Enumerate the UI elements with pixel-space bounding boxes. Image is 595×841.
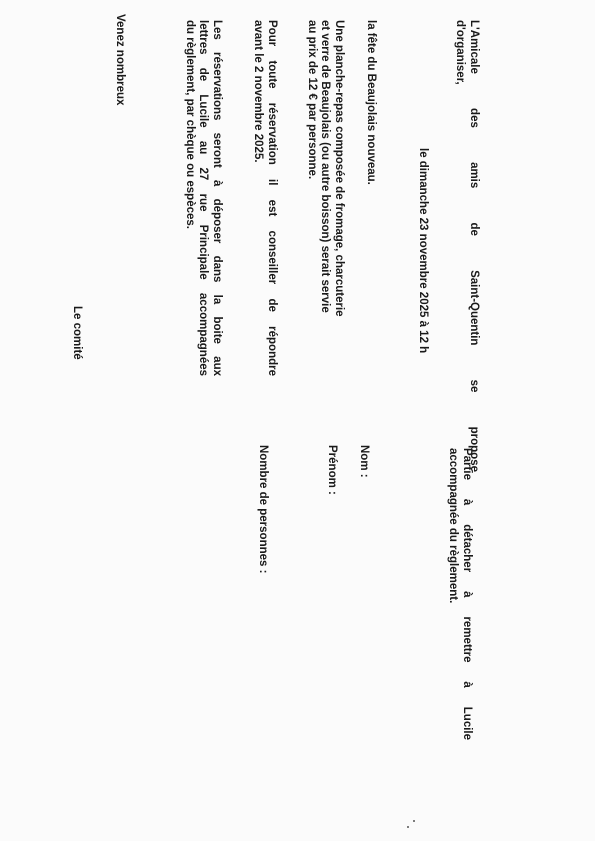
scan-speck: [413, 820, 415, 822]
menu-line-3: au prix de 12 € par personne.: [305, 20, 318, 180]
prenom-label: Prénom :: [326, 445, 338, 495]
person-count-label: Nombre de personnes :: [257, 445, 269, 574]
intro-line-2: d'organiser,: [454, 20, 467, 85]
nom-label: Nom :: [358, 445, 370, 478]
drop-line-1: Les réservations seront à déposer dans la boite aux: [211, 20, 223, 376]
intro-paragraph: [453, 20, 480, 472]
intro-line-1: L'Amicale des amis de Saint-Quentin se propose: [468, 20, 480, 472]
menu-line-2: et verre de Beaujolais (ou autre boisson) serait servie: [319, 20, 332, 313]
deadline-line-1: Pour toute réservation il est conseiller de répondre: [266, 20, 278, 376]
coupon-header: [446, 448, 473, 740]
coupon-header-line-2: accompagnée du règlement.: [447, 448, 460, 604]
signature: Le comité: [71, 306, 83, 360]
drop-line-2: lettres de Lucile au 27 rue Principale accompagnées: [197, 20, 210, 376]
deadline-line-2: avant le 2 novembre 2025.: [252, 20, 265, 163]
menu-line-1: Une planche-repas composée de fromage, charcuterie: [333, 20, 345, 317]
menu-paragraph: [304, 20, 345, 382]
drop-line-3: du règlement, par chèque ou espèces.: [183, 20, 196, 229]
scan-speck: [407, 826, 409, 828]
deadline-paragraph: [251, 20, 278, 376]
welcome-text: Venez nombreux: [114, 14, 126, 106]
coupon-header-line-1: Partie à détacher à remettre à Lucile: [461, 448, 473, 740]
drop-off-paragraph: [182, 20, 223, 376]
date-line: le dimanche 23 novembre 2025 à 12 h: [417, 148, 429, 354]
event-line: la fête du Beaujolais nouveau.: [365, 20, 377, 185]
